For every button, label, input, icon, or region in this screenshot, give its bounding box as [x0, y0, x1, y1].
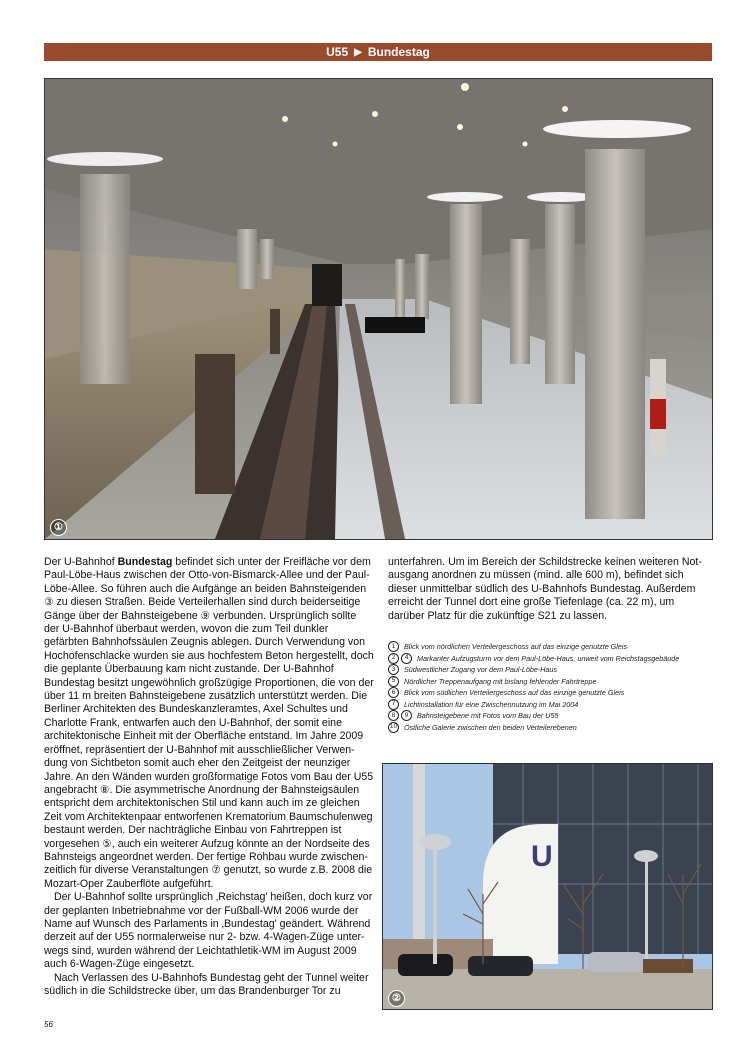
caption-row: [388, 699, 712, 711]
photo-number-badge: ①: [50, 519, 67, 536]
caption-number-badges: [388, 664, 399, 675]
caption-text: Lichtinstallation für eine Zwischennutzung im Mai 2004: [404, 699, 579, 709]
platform-illustration: [45, 79, 712, 539]
caption-text: Bahnsteigebene mit Fotos vom Bau der U55: [417, 711, 559, 720]
caption-row: [388, 710, 712, 722]
caption-number-badges: [388, 699, 399, 710]
chapter-header-bar: [44, 43, 712, 61]
caption-number-badges: [388, 722, 399, 733]
article-paragraph-2: Der U-Bahnhof sollte ursprünglich ‚Reichstag' heißen, doch kurz vor der geplanten Inbetriebnahme vor der Fußball-WM 2006 wurde der Name auf Wunsch des Parlaments in ‚Bundestag' geändert. Während derzeit auf der U55 normalerweise nur 2- bzw. 4-Wagen-Züge unterwegs sind, wurden während der Leichtathletik-WM im August 2009 auch 6-Wagen-Züge eingesetzt.: [44, 891, 373, 971]
caption-number: 6: [388, 687, 399, 698]
page-number: 56: [44, 1020, 53, 1029]
svg-text:U: U: [531, 840, 553, 873]
caption-number: 10: [388, 722, 399, 733]
caption-number: 7: [388, 699, 399, 710]
article-left-column: [44, 556, 374, 998]
caption-row: [388, 676, 712, 688]
caption-number-badges: [388, 710, 412, 721]
caption-number: 3: [388, 664, 399, 675]
caption-text: Südwestlicher Zugang vor dem Paul-Löbe-Haus: [404, 665, 558, 674]
article-paragraph-3: Nach Verlassen des U-Bahnhofs Bundestag geht der Tunnel weiter südlich in die Schildstrecke über, um das Brandenburger Tor zu: [44, 971, 369, 997]
caption-row: [388, 641, 712, 653]
caption-row: [388, 722, 712, 734]
caption-text: Markanter Aufzugsturm vor dem Paul-Löbe-Haus, unweit vom Reichstagsgebäude: [417, 653, 680, 663]
elevator-tower-illustration: [383, 764, 712, 1009]
caption-number-badges: [388, 641, 399, 652]
caption-number-badges: [388, 676, 399, 687]
caption-row: [388, 664, 712, 676]
elevator-tower-photo: [382, 763, 713, 1010]
caption-text: Blick vom südlichen Verteilergeschoss auf das einzige genutzte Gleis: [404, 688, 625, 697]
caption-number: 2: [388, 653, 399, 664]
caption-number: 8: [388, 710, 399, 721]
article-paragraph-1: Der U-Bahnhof Bundestag befindet sich unter der Freifläche vor dem Paul-Löbe-Haus zwischen der Otto-von-Bismarck-Allee und der Paul-Löbe-Allee. So führen auch die Aufgänge an beiden Bahnsteigenden ③ zu diesen Straßen. Beide Verteilerhallen sind durch beiderseitige Gänge über der Bahnsteigebene ⑨ verbunden. Ursprünglich sollte der U-Bahnhof überbaut werden, wovon die zum Teil dunkler gefärbten Bahnhofssäulen Zeugnis ablegen. Durch Verwendung von Hochofenschlacke wurden sie aus hochfestem Beton hergestellt, doch die geplante Überbauung kam nicht zustande. Der U-Bahnhof Bundestag besitzt ungewöhnlich großzügige Proportionen, die von der über 11 m breiten Bahnsteigebene zusätzlich unterstützt werden. Die Berliner Architekten des Bundeskanzleramtes, Axel Schultes und Charlotte Frank, entwarfen auch den U-Bahnhof, der somit eine architektonische Einheit mit der Oberfläche entstand. Im Jahre 2009 eröffnet, repräsentiert der U-Bahnhof mit ausschließlicher Verwendung von Sichtbeton somit auch eher den Zeitgeist der neunziger Jahre. An den Wänden wurden großformatige Fotos vom Bau der U55 angebracht ⑧. Die asymmetrische Anordnung der Bahnsteigsäulen entspricht dem architektonischen Stil und kann auch im ze gleichen Zeit vom Architektenpaar entworfenen Krematorium Baumschulenweg bestaunt werden. Der nachträgliche Einbau von Fahrtreppen ist vorgesehen ⑤, auch ein weiterer Aufzug könnte an der Nordseite des Bahnsteigs angeordnet werden. Der fertige Rohbau wurde zwischenzeitlich für diverse Veranstaltungen ⑦ genutzt, so wurde z.B. 2008 die Mozart-Oper Zauberflöte aufgeführt.: [44, 556, 374, 890]
caption-text: Östliche Galerie zwischen den beiden Verteilerebenen: [404, 722, 577, 732]
caption-number: 5: [388, 676, 399, 687]
caption-number-badges: [388, 653, 412, 664]
caption-number: 1: [388, 641, 399, 652]
caption-row: [388, 653, 712, 665]
caption-row: [388, 687, 712, 699]
caption-text: Blick vom nördlichen Verteilergeschoss auf das einzige genutzte Gleis: [404, 642, 628, 651]
caption-number: 4: [401, 653, 412, 664]
caption-number-badges: [388, 687, 399, 698]
station-name: Bundestag: [367, 45, 430, 59]
station-bold-name: Bundestag: [117, 556, 173, 568]
article-paragraph-4: unterfahren. Um im Bereich der Schildstrecke keinen weiteren Notausgang anordnen zu müssen (mind. alle 600 m), befindet sich dieser unmittelbar südlich des U-Bahnhofs Bundestag. Außerdem erreicht der Tunnel dort eine große Tiefenlage (ca. 22 m), um darüber Platz für die zukünftige S21 zu lassen.: [388, 556, 702, 622]
photo-number-badge: ②: [388, 990, 405, 1007]
station-platform-photo: [44, 78, 713, 540]
article-right-column: [388, 556, 712, 623]
photo-captions: [388, 641, 712, 733]
line-name: U55: [326, 45, 349, 59]
caption-text: Nördlicher Treppenaufgang mit bislang fehlender Fahrtreppe: [404, 676, 597, 686]
caption-number: 9: [401, 710, 412, 721]
right-triangle-icon: ▶: [354, 46, 362, 58]
